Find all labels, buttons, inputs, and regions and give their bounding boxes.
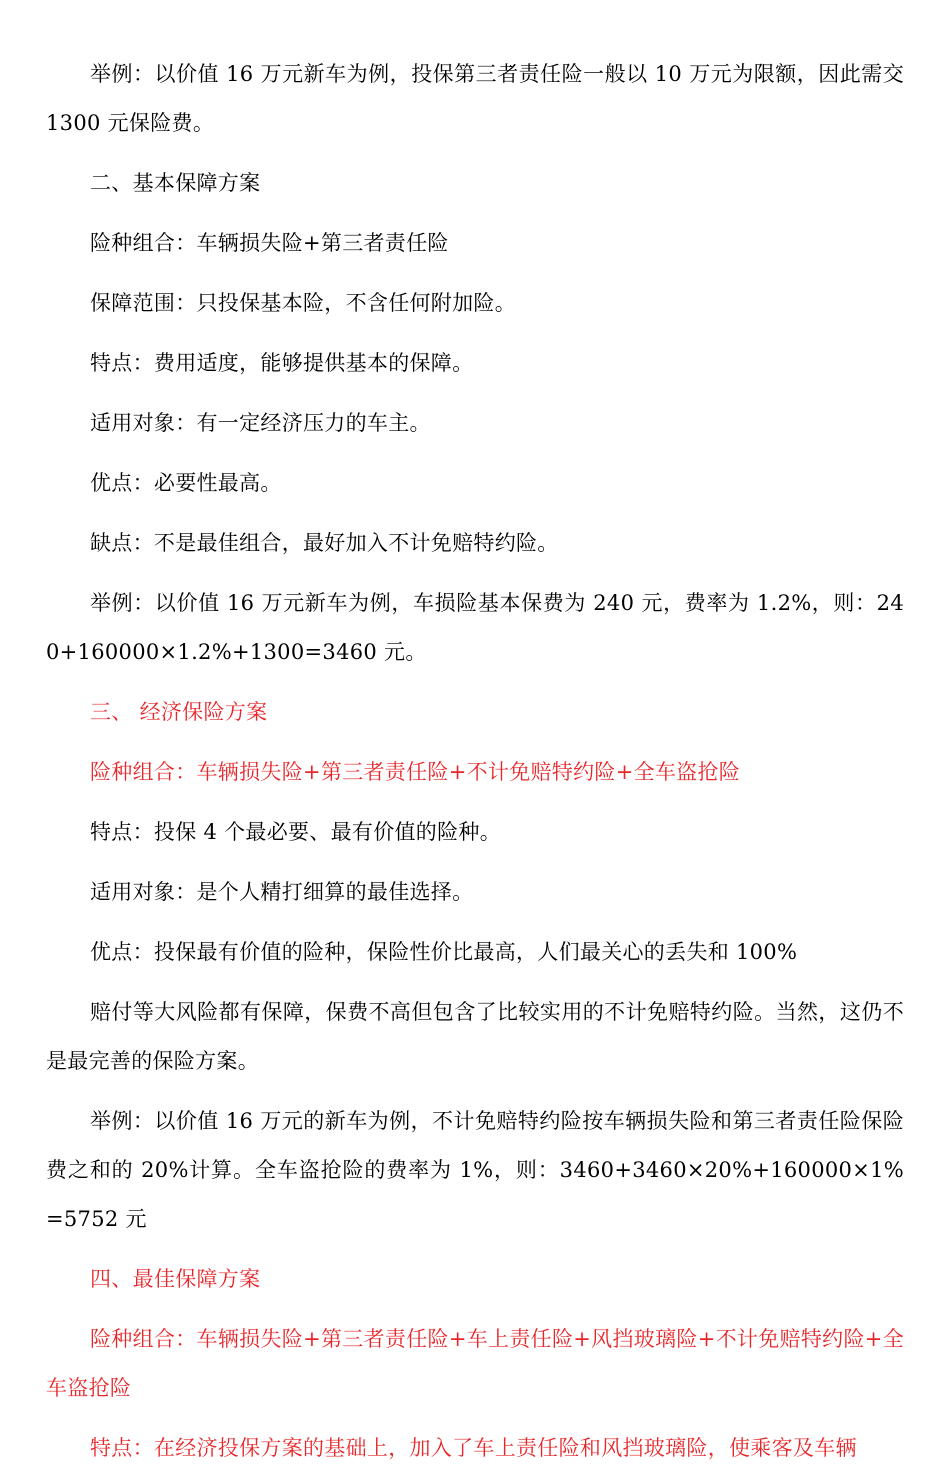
heading-basic-plan: 二、基本保障方案: [90, 171, 261, 195]
paragraph-basic-scope: 保障范围：只投保基本险，不含任何附加险。: [90, 291, 516, 315]
heading-best-plan: 四、最佳保障方案: [90, 1267, 261, 1291]
paragraph-economic-advantage: 优点：投保最有价值的险种，保险性价比最高，人们最关心的丢失和 100%: [90, 940, 798, 964]
paragraph-economic-advantage-cont: 赔付等大风险都有保障，保费不高但包含了比较实用的不计免赔特约险。当然，这仍不是最完善的保险方案。: [46, 1000, 904, 1073]
paragraph-example-third-party: 举例：以价值 16 万元新车为例，投保第三者责任险一般以 10 万元为限额，因此需交 1300 元保险费。: [46, 62, 904, 135]
paragraph-basic-disadvantage: 缺点：不是最佳组合，最好加入不计免赔特约险。: [90, 531, 559, 555]
paragraph-economic-combination: 险种组合：车辆损失险+第三者责任险+不计免赔特约险+全车盗抢险: [90, 760, 741, 784]
paragraph-best-features: 特点：在经济投保方案的基础上，加入了车上责任险和风挡玻璃险，使乘客及车辆: [90, 1436, 857, 1460]
heading-economic-plan: 三、 经济保险方案: [90, 700, 268, 724]
paragraph-basic-example: 举例：以价值 16 万元新车为例，车损险基本保费为 240 元，费率为 1.2%，则：240+160000×1.2%+1300=3460 元。: [46, 591, 904, 664]
document-page: [46, 50, 904, 1473]
paragraph-basic-target: 适用对象：有一定经济压力的车主。: [90, 411, 431, 435]
paragraph-economic-example: 举例：以价值 16 万元的新车为例，不计免赔特约险按车辆损失险和第三者责任险保险费之和的 20%计算。全车盗抢险的费率为 1%，则：3460+3460×20%+160000×1%=5752 元: [46, 1109, 904, 1231]
paragraph-economic-features: 特点：投保 4 个最必要、最有价值的险种。: [90, 820, 502, 844]
paragraph-best-combination: 险种组合：车辆损失险+第三者责任险+车上责任险+风挡玻璃险+不计免赔特约险+全车盗抢险: [46, 1327, 904, 1400]
paragraph-economic-target: 适用对象：是个人精打细算的最佳选择。: [90, 880, 474, 904]
paragraph-basic-features: 特点：费用适度，能够提供基本的保障。: [90, 351, 474, 375]
paragraph-basic-combination: 险种组合：车辆损失险+第三者责任险: [90, 231, 449, 255]
paragraph-basic-advantage: 优点：必要性最高。: [90, 471, 282, 495]
